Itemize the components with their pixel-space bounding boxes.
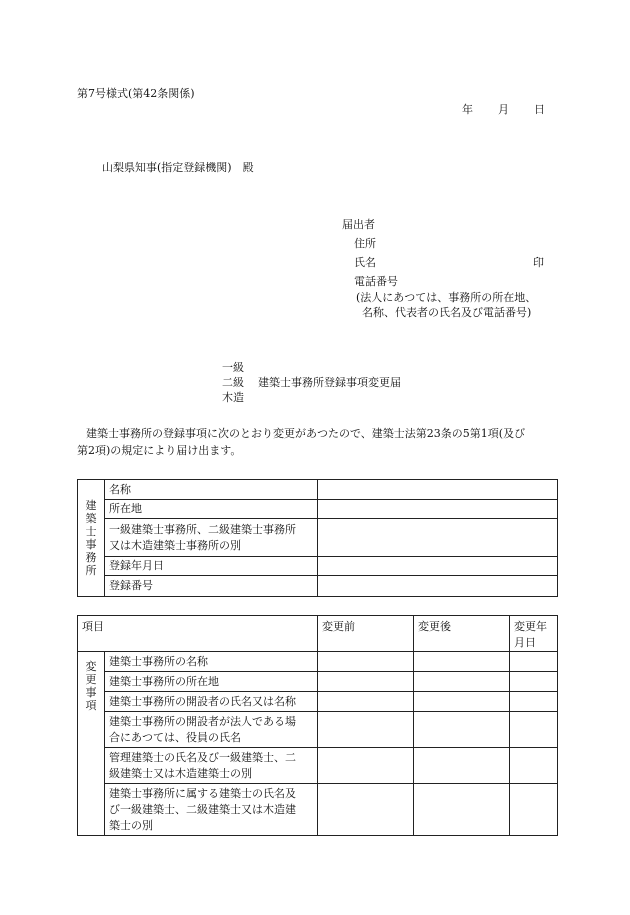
submitter-address-label: 住所 bbox=[354, 237, 376, 250]
after-field[interactable] bbox=[414, 652, 510, 672]
date-year-label: 年 bbox=[462, 103, 473, 116]
submitter-label: 届出者 bbox=[342, 218, 375, 231]
office-type-label: 一級建築士事務所、二級建築士事務所 又は木造建築士事務所の別 bbox=[105, 519, 318, 557]
header-change-date: 変更年 月日 bbox=[510, 616, 558, 652]
form-number: 第7号様式(第42条関係) bbox=[77, 87, 195, 100]
change-date-field[interactable] bbox=[510, 784, 558, 836]
before-field[interactable] bbox=[318, 784, 414, 836]
office-side-label: 建 築 士 事 務 所 bbox=[78, 480, 105, 597]
date-month-label: 月 bbox=[498, 103, 509, 116]
header-item: 項目 bbox=[78, 616, 318, 652]
change-row-founder-name: 建築士事務所の開設者の氏名又は名称 bbox=[105, 692, 318, 712]
registration-number-label: 登録番号 bbox=[105, 576, 318, 597]
submitter-note-line1: (法人にあつては、事務所の所在地、 bbox=[356, 291, 537, 304]
change-row-corporate-officers: 建築士事務所の開設者が法人である場 合にあつては、役員の氏名 bbox=[105, 712, 318, 748]
office-name-label: 名称 bbox=[105, 480, 318, 500]
registration-date-field[interactable] bbox=[318, 557, 558, 576]
change-side-label: 変 更 事 項 bbox=[78, 652, 105, 836]
change-date-field[interactable] bbox=[510, 692, 558, 712]
before-field[interactable] bbox=[318, 712, 414, 748]
change-row-office-address: 建築士事務所の所在地 bbox=[105, 672, 318, 692]
change-row-office-name: 建築士事務所の名称 bbox=[105, 652, 318, 672]
addressee: 山梨県知事(指定登録機関) 殿 bbox=[102, 161, 254, 174]
title-grade-3: 木造 bbox=[222, 391, 244, 404]
after-field[interactable] bbox=[414, 784, 510, 836]
change-date-field[interactable] bbox=[510, 672, 558, 692]
after-field[interactable] bbox=[414, 748, 510, 784]
after-field[interactable] bbox=[414, 692, 510, 712]
after-field[interactable] bbox=[414, 672, 510, 692]
document-title: 建築士事務所登録事項変更届 bbox=[258, 376, 401, 389]
change-date-field[interactable] bbox=[510, 748, 558, 784]
office-name-field[interactable] bbox=[318, 480, 558, 500]
change-items-table bbox=[77, 615, 558, 836]
office-type-field[interactable] bbox=[318, 519, 558, 557]
before-field[interactable] bbox=[318, 672, 414, 692]
seal-mark: 印 bbox=[533, 256, 544, 269]
submitter-phone-label: 電話番号 bbox=[354, 275, 398, 288]
change-date-field[interactable] bbox=[510, 652, 558, 672]
submitter-note-line2: 名称、代表者の氏名及び電話番号) bbox=[362, 306, 532, 319]
after-field[interactable] bbox=[414, 712, 510, 748]
change-row-managing-architect: 管理建築士の氏名及び一級建築士、二 級建築士又は木造建築士の別 bbox=[105, 748, 318, 784]
header-after: 変更後 bbox=[414, 616, 510, 652]
body-text-line2: 第2項)の規定により届け出ます。 bbox=[77, 444, 242, 457]
body-text-line1: 建築士事務所の登録事項に次のとおり変更があつたので、建築士法第23条の5第1項(及び bbox=[86, 427, 526, 440]
office-address-field[interactable] bbox=[318, 500, 558, 519]
before-field[interactable] bbox=[318, 652, 414, 672]
registration-date-label: 登録年月日 bbox=[105, 557, 318, 576]
title-grade-2: 二級 bbox=[222, 376, 244, 389]
before-field[interactable] bbox=[318, 692, 414, 712]
title-grade-1: 一級 bbox=[222, 361, 244, 374]
date-day-label: 日 bbox=[534, 103, 545, 116]
change-date-field[interactable] bbox=[510, 712, 558, 748]
registration-number-field[interactable] bbox=[318, 576, 558, 597]
change-row-affiliated-architects: 建築士事務所に属する建築士の氏名及 び一級建築士、二級建築士又は木造建 築士の別 bbox=[105, 784, 318, 836]
office-address-label: 所在地 bbox=[105, 500, 318, 519]
office-info-table bbox=[77, 479, 558, 597]
header-before: 変更前 bbox=[318, 616, 414, 652]
before-field[interactable] bbox=[318, 748, 414, 784]
submitter-name-label: 氏名 bbox=[354, 256, 376, 269]
